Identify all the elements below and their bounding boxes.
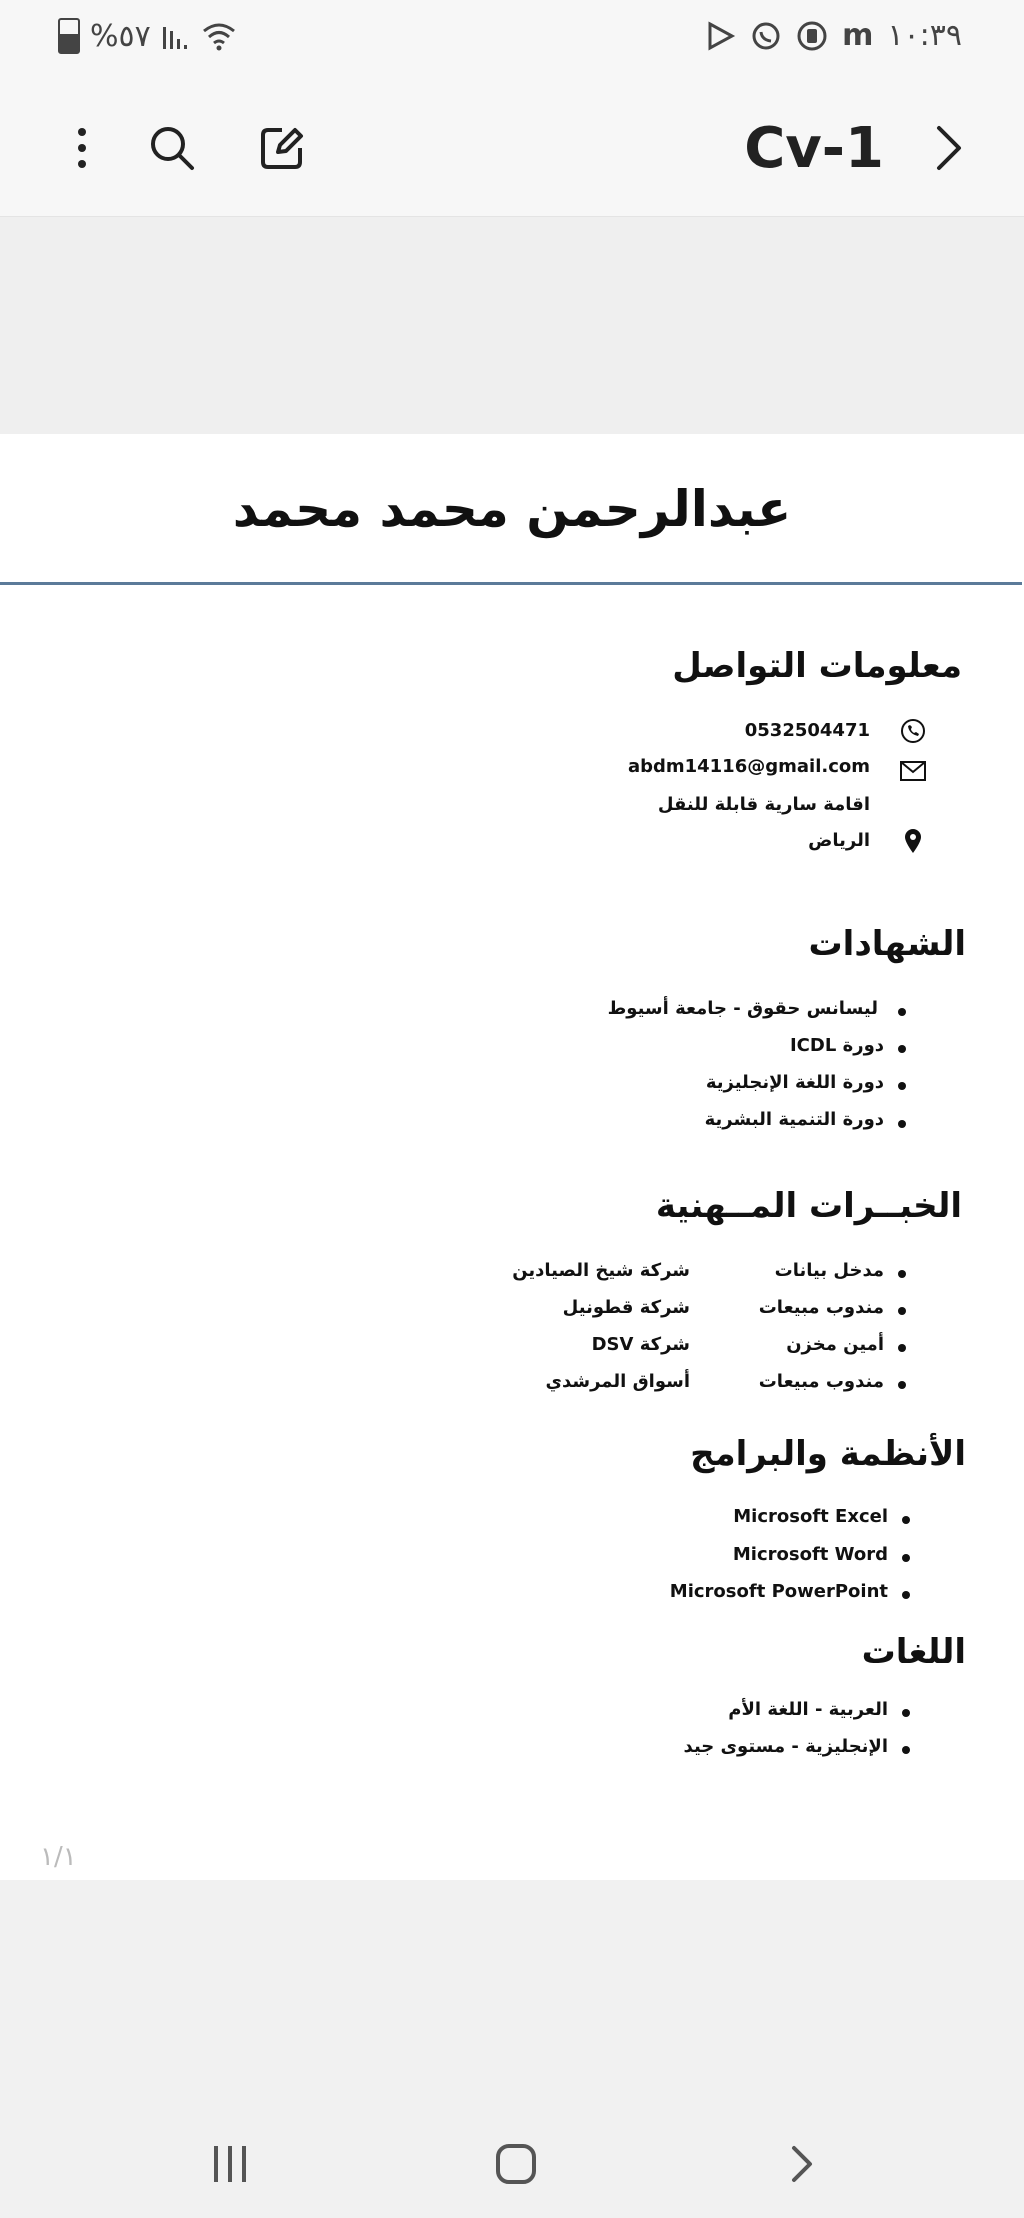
list-bullet	[898, 1307, 906, 1315]
contact-residence: اقامة سارية قابلة للنقل	[657, 794, 870, 815]
list-bullet	[902, 1554, 910, 1562]
recent-apps-icon[interactable]	[200, 2134, 260, 2194]
experience-role: أمين مخزن	[786, 1334, 884, 1355]
whatsapp-icon	[750, 20, 782, 52]
experience-company: أسواق المرشدي	[545, 1371, 690, 1392]
experience-company: شركة شيخ الصيادين	[512, 1260, 690, 1281]
software-item: Microsoft PowerPoint	[669, 1581, 888, 1602]
list-bullet	[902, 1746, 910, 1754]
certificate-item: دورة ICDL	[789, 1035, 884, 1056]
certificates-heading: الشهادات	[808, 924, 966, 964]
email-icon	[900, 758, 926, 784]
edit-icon[interactable]	[256, 122, 308, 174]
list-bullet	[902, 1516, 910, 1524]
certificate-item: دورة التنمية البشرية	[704, 1109, 884, 1130]
certificate-item: ليسانس حقوق - جامعة أسيوط	[607, 998, 878, 1019]
list-bullet	[898, 1120, 906, 1128]
battery-icon	[58, 18, 80, 54]
navigation-bar	[0, 2090, 1024, 2218]
signal-icon	[161, 21, 191, 51]
experience-company: شركة DSV	[591, 1334, 690, 1355]
software-heading: الأنظمة والبرامج	[690, 1434, 966, 1474]
contact-location: الرياض	[808, 830, 870, 851]
list-bullet	[898, 1082, 906, 1090]
cv-name: عبدالرحمن محمد محمد	[232, 480, 792, 538]
experience-heading: الخبــرات المــهنية	[655, 1186, 962, 1226]
forward-chevron-icon[interactable]	[922, 122, 974, 174]
contact-heading: معلومات التواصل	[672, 646, 962, 686]
clock: ١٠:٣٩	[887, 18, 962, 53]
experience-role: مدخل بيانات	[774, 1260, 884, 1281]
status-bar	[0, 0, 1024, 80]
list-bullet	[898, 1008, 906, 1016]
home-icon[interactable]	[486, 2134, 546, 2194]
phone-icon	[900, 718, 926, 744]
experience-company: شركة قطونيل	[562, 1297, 690, 1318]
status-right	[704, 18, 962, 53]
list-bullet	[898, 1045, 906, 1053]
experience-role: مندوب مبيعات	[758, 1297, 884, 1318]
location-icon	[900, 828, 926, 854]
certificate-item: دورة اللغة الإنجليزية	[705, 1072, 884, 1093]
document-title: Cv-1	[744, 116, 884, 181]
wifi-icon	[201, 21, 237, 51]
app-icon	[796, 20, 828, 52]
software-item: Microsoft Word	[732, 1544, 888, 1565]
carrier-badge: m	[842, 18, 874, 53]
list-bullet	[898, 1381, 906, 1389]
list-bullet	[902, 1709, 910, 1717]
battery-percent: %٥٧	[90, 18, 151, 54]
language-item: الإنجليزية - مستوى جيد	[683, 1736, 888, 1757]
list-bullet	[898, 1270, 906, 1278]
status-left	[58, 18, 237, 54]
contact-phone: 0532504471	[744, 720, 870, 741]
app-bar	[0, 80, 1024, 217]
page-indicator: ١/١	[40, 1842, 77, 1872]
list-bullet	[902, 1591, 910, 1599]
software-item: Microsoft Excel	[733, 1506, 888, 1527]
document-page[interactable]	[0, 434, 1024, 1880]
back-icon[interactable]	[772, 2134, 832, 2194]
more-vertical-icon[interactable]	[56, 122, 108, 174]
viewer-background	[0, 217, 1024, 434]
list-bullet	[898, 1344, 906, 1352]
play-icon	[704, 20, 736, 52]
languages-heading: اللغات	[861, 1632, 966, 1672]
search-icon[interactable]	[146, 122, 198, 174]
contact-email: abdm14116@gmail.com	[627, 756, 870, 777]
language-item: العربية - اللغة الأم	[728, 1699, 888, 1720]
experience-role: مندوب مبيعات	[758, 1371, 884, 1392]
header-divider	[0, 582, 1022, 585]
